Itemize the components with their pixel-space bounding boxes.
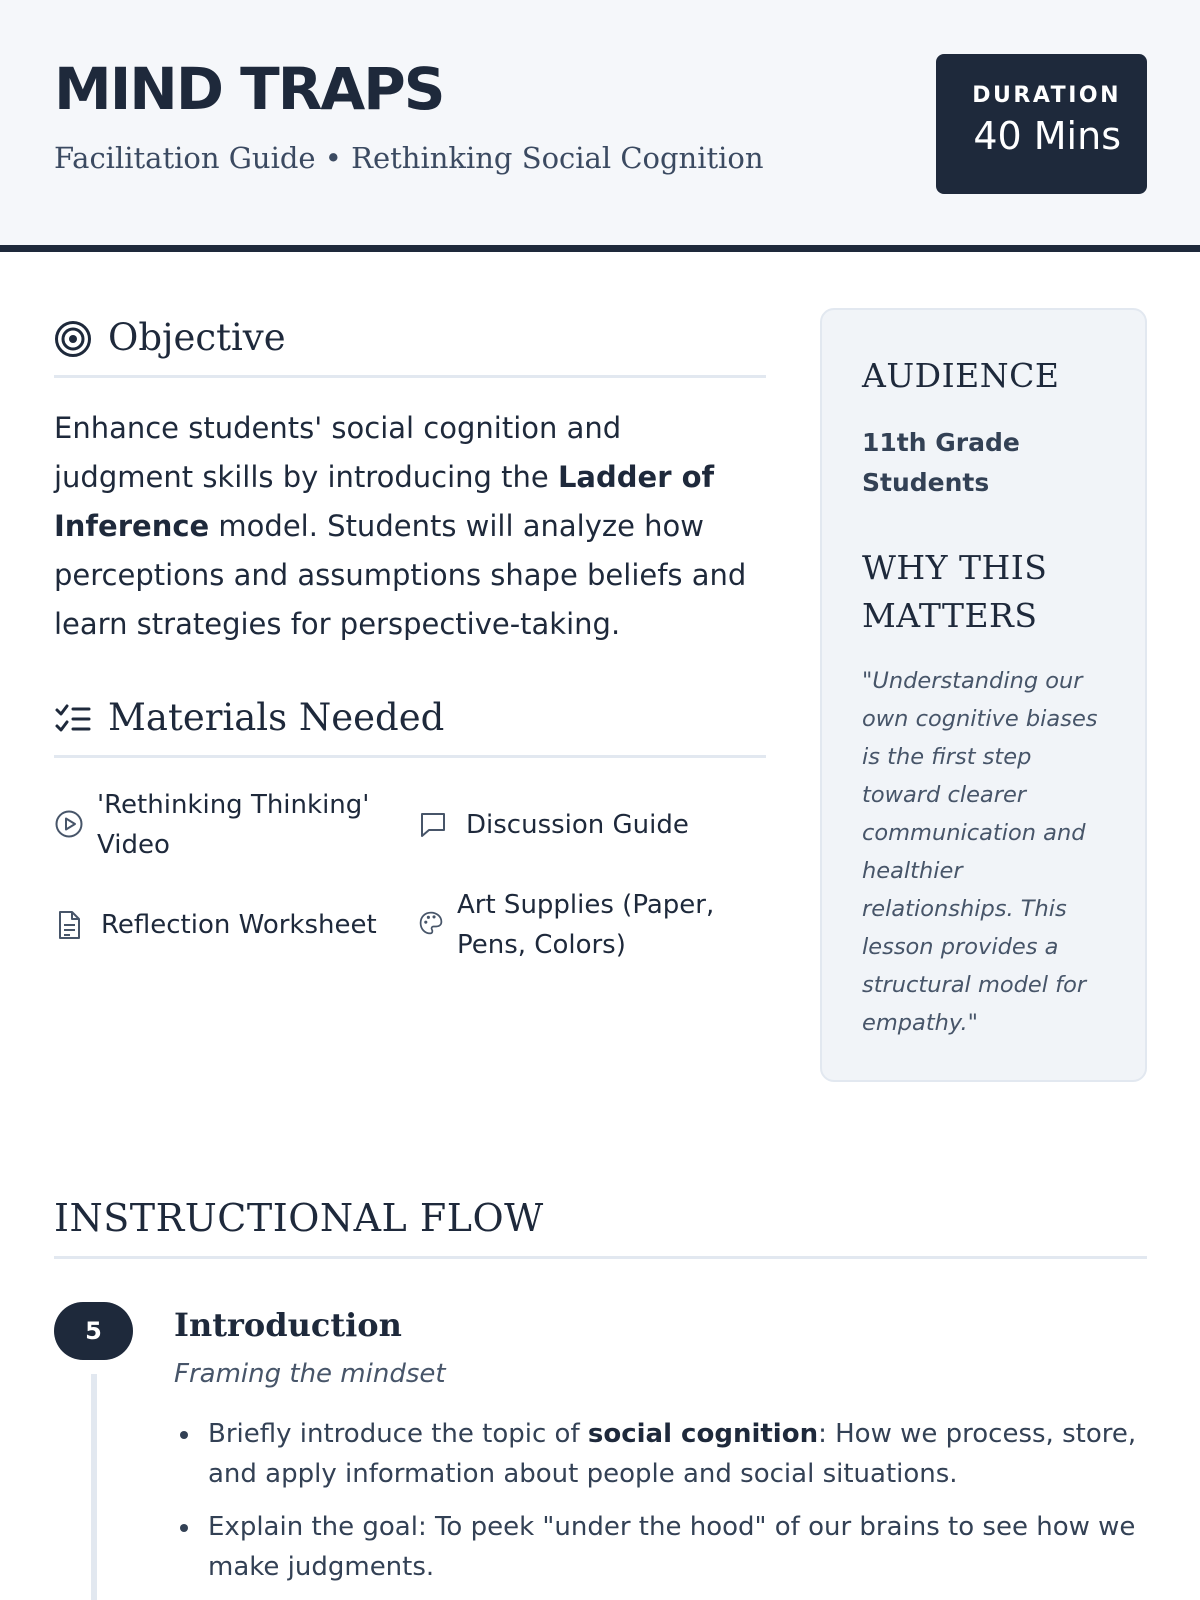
document-icon [54,910,84,940]
why-heading: WHY THIS MATTERS [862,548,1048,635]
sidebar-card [820,308,1147,1082]
timeline-line [91,1374,97,1600]
material-item [418,805,748,845]
objective-key-term: Ladder of Inference [54,460,715,543]
material-label: Reflection Worksheet [101,910,377,940]
target-icon [54,320,92,358]
objective-text-part: Enhance students' social cognition and judgment skills by introducing the [54,411,622,494]
list-item [174,1414,1149,1494]
objective-heading-text: Objective [108,316,286,359]
objective-text-part: model. Students will analyze how perceptions and assumptions shape beliefs and learn strategies for perspective-taking. [54,509,747,641]
material-label: Discussion Guide [466,810,689,840]
flow-heading-text: INSTRUCTIONAL FLOW [54,1196,544,1240]
bullet-key-term: social cognition [587,1419,819,1449]
bullet-text: : How we process, store, and apply information about people and social situations. [208,1419,1137,1489]
why-quote: "Understanding our own cognitive biases is the first step toward clearer communication and healthier relationships. This lesson provides a structural model for empathy." [862,668,1098,1036]
list-item [174,1507,1149,1587]
step-badge: 5 [54,1302,133,1360]
duration-value: 40 Mins [973,114,1121,158]
palette-icon [418,910,444,936]
checklist-icon [54,700,92,738]
material-item [418,885,748,969]
objective-text [54,404,766,649]
flow-heading [54,1190,1147,1259]
objective-heading [54,306,766,378]
material-label: Art Supplies (Paper, Pens, Colors) [457,890,715,960]
bullet-text: Briefly introduce the topic of [208,1419,588,1449]
header [0,0,1200,252]
material-label: 'Rethinking Thinking' Video [97,790,370,860]
duration-badge [936,54,1147,194]
bullet-text: Explain the goal: To peek "under the hood" of our brains to see how we make judgments. [208,1512,1136,1582]
step-title: Introduction [174,1306,402,1344]
page-subtitle: Facilitation Guide • Rethinking Social Cognition [54,141,764,175]
material-item [54,785,374,869]
play-circle-icon [54,809,84,839]
step-bullets [174,1414,1149,1600]
materials-heading [54,686,766,758]
duration-label: DURATION [972,83,1121,108]
page-title: MIND TRAPS [54,55,444,123]
materials-heading-text: Materials Needed [108,696,445,739]
chat-bubble-icon [418,810,448,840]
material-item [54,905,394,945]
step-subtitle: Framing the mindset [174,1359,446,1389]
audience-heading: AUDIENCE [862,356,1060,395]
audience-value: 11th Grade Students [862,428,1020,497]
